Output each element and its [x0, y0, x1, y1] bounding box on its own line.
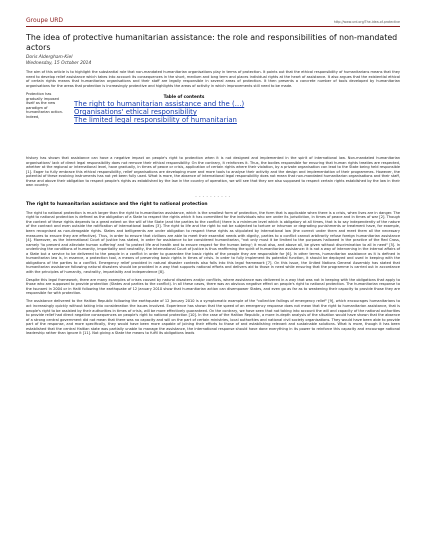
table-of-contents: [74, 94, 294, 125]
header-rule: [26, 26, 400, 27]
body-paragraph: history has shown that assistance can have a negative impact on people's right to protection when it is not designed and implemented in the spirit of international law. Non-mandated humanitarian organisations' lack of direct legal responsibility does not remove their ethical responsibility. On the contrary, it reinforces it. Thus, the bodies responsible for ensuring that human rights treaties are respected, whether at the regional or international level, have gradually, in times of peace or crisis, application of certain rights where their violation, by a private organisation can lead to the State being held responsible [1]. Eager to fully embrace this ethical responsibility, relief organisations are developing more and more tools to analyse their activity and the design and implementation of their programmes. However, the potential of these evolving instruments has not yet been fully used. What is more, the absence of international legal responsibility does not mean that non-mandated humanitarian organisations and their staff, these and above their obligation to respect people's rights as established by the law in the country of operation, we will see that they are also supposed to respect certain rights established by the law in their own country.: [26, 155, 400, 188]
toc-item[interactable]: The right to humanitarian assistance and the (…): [74, 99, 245, 108]
article-page: [26, 14, 400, 339]
site-name[interactable]: Groupe URD: [26, 17, 64, 24]
section-separator: - - - - - - - - - -: [195, 193, 231, 199]
body-paragraph: The right to national protection is much larger than the right to humanitarian assistance, which is the smallest form of protection, the form that is applicable when there is a crisis, when lives are in danger. The right to national protection is defined as the obligation of a State to respect the rights which it has committed for the individuals who are under its jurisdiction, in times of peace and in times of war [2]. Though the content of these rights depends to a great extent on the will of the State (and the parties to the conflict) there is a minimum level which is obligatory at all times, that is to say independently of the nature of the contract and even outside the ratification of international bodies [3]. The right to life and the right to not be subjected to torture or inhuman or degrading punishments or treatment have, for example, been recognised as non-derogable rights. States and belligerents are under obligation to respect these rights as stipulated by international law (the correct under them and meet them all the necessary measures to ensure they are effective). Thus, in order to ensure that civilians are able to meet their essential needs with dignity, parties to a conflict cannot arbitrarily refuse foreign humanitarian assistance [4]. Moreover, as the International Court of Justice has stated, in order for assistance to be considered humanitarian, "not only must it be limited to the purposes hallowed in the practice of the Red Cross, namely 'to prevent and alleviate human suffering' and 'to protect life and health and to ensure respect for the human being'; it must also, and above all, be given without discrimination to all in need" [5]. In underlining the conditions of humanity, impartiality and neutrality, the International Court of Justice is thus reaffirming the spirit of humanitarian assistance: it is not a way of intervening in the internal affairs of a State but a service to be delivered to the people in a conflict in order to guarantee the basic rights of the people they are responsible for [6]. In other terms, humanitarian assistance as it is defined in humanitarian law is, in essence, a protection tool, a means of preserving basic rights in times of crisis. In order to fully implement its potential function, it should be deployed and used in keeping with the obligations of the parties to a conflict. Emergency relief provided in natural disaster contexts also falls into this legal framework [7]. On this issue, the United Nations General Assembly has stated that humanitarian assistance following natural disasters should be provided in a way that supports national efforts and delivers aid to those in need while ensuring that the programme is carried out in accordance with the principles of humanity, neutrality, impartiality and independence [8].: [26, 210, 400, 274]
toc-title: Table of contents: [163, 93, 205, 99]
left-column-text: Protection has gradually imposed itself as the new paradigm of humanitarian action. Indeed,: [26, 91, 63, 119]
article-author: Doris Aldergham-Kiel: [26, 55, 73, 61]
toc-block: [26, 92, 400, 156]
page-url: http://www.urd.org/The-idea-of-protective: [333, 20, 400, 24]
body-paragraph: Despite this legal framework, there are many examples of crises caused by natural disasters and/or conflicts, where assistance was delivered in a way that was not in keeping with the obligations that apply to those who are supposed to provide protection (States and parties to the conflict). In all these cases, there was an obvious negative effect on people's right to national protection. The humanitarian response to the tsunami in 2004 or in Haiti following the earthquake of 12 January 2010 show that humanitarian action can disempower States, and even go as far as to weakening their capacity to provide those they are responsible for with protection.: [26, 277, 400, 296]
toc-item[interactable]: The limited legal responsibility of humanitarian: [74, 116, 237, 125]
article-title: The idea of protective humanitarian assistance: the role and responsibilities of non-mandated actors: [26, 33, 398, 52]
intro-paragraph: The aim of this article is to highlight the substantial role that non-mandated humanitarian organisations play in terms of protection. It points out that the ethical responsibility of humanitarians means that they need to develop relief assistance which takes into account its consequences in the short, medium and long term and places individual rights at the heart of assistance. It also argues that the existential ethical of certain rights means that humanitarian organisations and their staff are legally responsible in several areas of protection. It then presents a concrete number of tools developed by humanitarian organisations for the areas that protection is increasingly protective and highlights the areas of activity in which improvements still need to be made.: [26, 70, 400, 89]
body-paragraph: The assistance delivered to the Haitian Republic following the earthquake of 12 January 2010 is a symptomatic example of the "collective failings of emergency relief" [9], which encourages humanitarians to act increasingly quickly without taking into consideration the issues involved. Experience has shown that the speed of an emergency response does not mean that the right to humanitarian assistance, that is people's right to be assisted by their authorities in times of crisis, will be more effectively guaranteed. On the contrary, we have seen that not taking into account the will and capacity of the national authorities to provide relief had direct negative consequences on people's right to national protection [10]. In the case of the Haitian Republic, a more in-depth analysis of the situation would have shown that the absence of a strong central government did not mean that there was no capacity and will on the part of certain ministries, local authorities and national civil society organisations. They would have been able to provide part of the response, and more specifically, they would have been more capable of joining their efforts to those of and establishing relevant and sustainable solutions. What is more, though it has been established that the central Haitian state was partially unable to manage the assistance, the international response should have done everything in its power to reinforce this capacity and encourage national leadership rather than ignore it [11]. Not giving a State the means to fulfil its obligations leads: [26, 299, 400, 336]
article-date: Wednesday, 15 October 2014: [26, 60, 92, 66]
toc-item[interactable]: Organisations' ethical responsibility: [74, 108, 197, 117]
page-header: [26, 14, 400, 24]
section-heading: The right to humanitarian assistance and the right to national protection: [26, 201, 208, 207]
